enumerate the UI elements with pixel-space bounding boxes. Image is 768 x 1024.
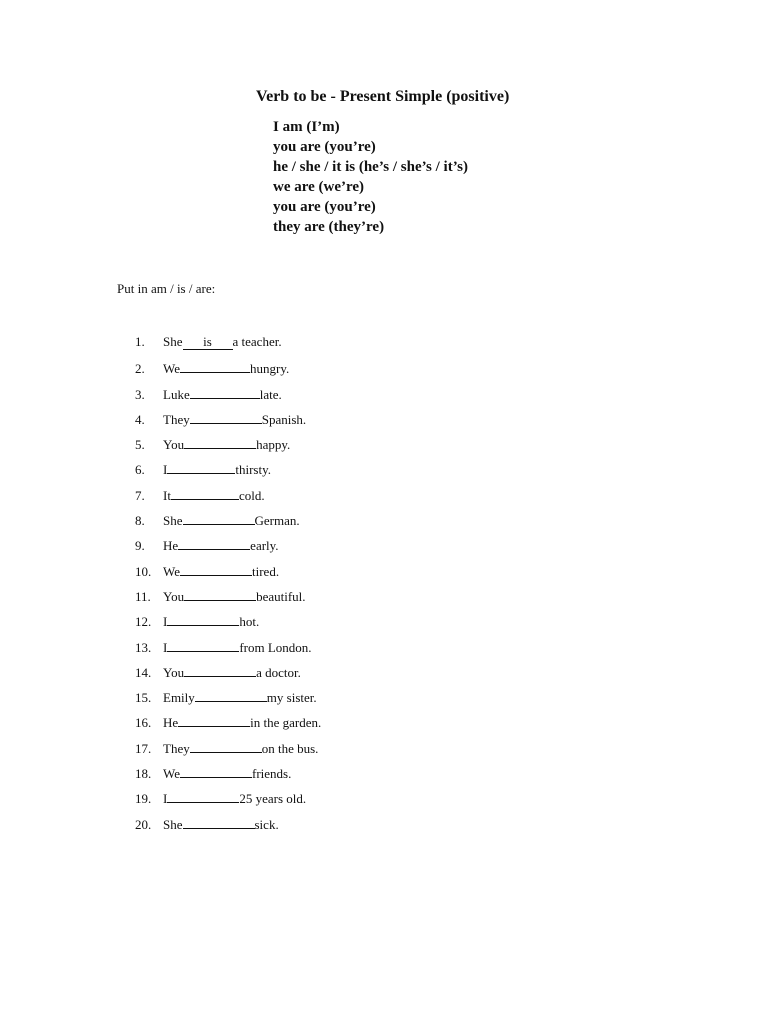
item-rest: late.	[259, 386, 282, 402]
exercise-item	[135, 662, 321, 687]
item-rest: hungry.	[250, 361, 290, 377]
verb-form: I am (I’m)	[273, 119, 340, 135]
answer-blank[interactable]	[190, 384, 260, 399]
exercise-item	[135, 712, 321, 737]
verb-form: they are (they’re)	[273, 219, 385, 235]
item-number: 13.	[135, 639, 152, 655]
answer-blank[interactable]	[167, 611, 239, 626]
answer-blank[interactable]	[190, 738, 262, 753]
item-number: 18.	[135, 766, 152, 782]
item-number: 1.	[135, 334, 145, 349]
answer-blank[interactable]	[167, 637, 239, 652]
item-number: 11.	[135, 588, 151, 604]
answer-blank[interactable]	[178, 535, 250, 550]
item-subject: I	[163, 614, 168, 630]
item-rest: from London.	[239, 639, 312, 655]
item-subject: We	[163, 563, 180, 579]
exercise-item	[135, 434, 321, 459]
item-rest: in the garden.	[250, 715, 322, 731]
item-subject: I	[163, 639, 168, 655]
exercise-item	[135, 535, 321, 560]
exercise-item	[135, 333, 321, 358]
item-rest: sick.	[254, 816, 279, 832]
exercise-item	[135, 637, 321, 662]
item-rest: cold.	[238, 487, 265, 503]
exercise-instruction: Put in am / is / are:	[117, 281, 216, 296]
answer-blank[interactable]	[190, 409, 262, 424]
answer-blank[interactable]	[180, 763, 252, 778]
answer-blank[interactable]	[183, 814, 255, 829]
item-rest: happy.	[256, 437, 291, 453]
exercise-item	[135, 358, 321, 383]
item-subject: Emily	[163, 690, 195, 706]
item-number: 14.	[135, 664, 152, 680]
answer-blank[interactable]	[167, 459, 235, 474]
answer-blank[interactable]	[178, 712, 250, 727]
item-rest: my sister.	[266, 690, 317, 706]
item-rest: friends.	[252, 766, 292, 782]
answer-blank[interactable]	[180, 358, 250, 373]
item-subject: I	[163, 791, 168, 807]
answer-blank[interactable]	[180, 561, 252, 576]
item-rest: early.	[250, 538, 279, 554]
exercise-list	[135, 333, 321, 839]
item-rest: 25 years old.	[239, 791, 307, 807]
verb-form: you are (you’re)	[273, 199, 376, 215]
item-rest: on the bus.	[261, 740, 319, 756]
page-title: Verb to be - Present Simple (positive)	[256, 88, 510, 105]
item-number: 15.	[135, 690, 152, 706]
answer-blank[interactable]	[184, 586, 256, 601]
verb-form: we are (we’re)	[273, 179, 365, 195]
verb-form: you are (you’re)	[273, 139, 376, 155]
item-number: 6.	[135, 462, 145, 478]
exercise-item	[135, 611, 321, 636]
item-subject: We	[163, 766, 180, 782]
item-subject: She	[163, 334, 183, 349]
item-subject: You	[163, 437, 185, 453]
item-subject: They	[163, 411, 190, 427]
answer-blank[interactable]	[167, 788, 239, 803]
item-subject: I	[163, 462, 168, 478]
answer-blank[interactable]	[183, 510, 255, 525]
item-rest: tired.	[252, 563, 280, 579]
answer-blank[interactable]	[195, 687, 267, 702]
item-number: 16.	[135, 715, 152, 731]
answer-blank[interactable]	[184, 434, 256, 449]
item-subject: She	[163, 513, 183, 529]
answer-blank[interactable]	[184, 662, 256, 677]
item-rest: hot.	[239, 614, 260, 630]
item-subject: They	[163, 740, 190, 756]
item-subject: You	[163, 588, 185, 604]
item-number: 10.	[135, 563, 152, 579]
exercise-item	[135, 738, 321, 763]
item-number: 17.	[135, 740, 152, 756]
item-subject: He	[163, 538, 179, 554]
item-number: 4.	[135, 411, 145, 427]
item-rest: a teacher.	[232, 334, 282, 349]
item-subject: You	[163, 664, 185, 680]
exercise-item	[135, 561, 321, 586]
exercise-item	[135, 687, 321, 712]
item-rest: German.	[254, 513, 300, 529]
exercise-item	[135, 510, 321, 535]
item-number: 12.	[135, 614, 152, 630]
verb-forms-list	[273, 117, 468, 237]
item-subject: He	[163, 715, 179, 731]
item-number: 19.	[135, 791, 152, 807]
exercise-item	[135, 814, 321, 839]
verb-form: he / she / it is (he’s / she’s / it’s)	[273, 159, 468, 175]
item-number: 2.	[135, 361, 145, 377]
item-number: 8.	[135, 513, 145, 529]
exercise-item	[135, 409, 321, 434]
answer-blank[interactable]	[171, 485, 239, 500]
item-subject: She	[163, 816, 183, 832]
item-rest: thirsty.	[235, 462, 271, 478]
item-subject: We	[163, 361, 180, 377]
item-subject: Luke	[163, 386, 190, 402]
exercise-item	[135, 788, 321, 813]
item-subject: It	[163, 487, 171, 503]
item-number: 5.	[135, 437, 145, 453]
answer-blank[interactable]: is	[183, 335, 233, 350]
item-number: 7.	[135, 487, 145, 503]
item-rest: a doctor.	[256, 664, 301, 680]
exercise-item	[135, 763, 321, 788]
exercise-item	[135, 485, 321, 510]
item-rest: beautiful.	[256, 588, 306, 604]
item-rest: Spanish.	[261, 411, 307, 427]
item-number: 3.	[135, 386, 145, 402]
item-number: 20.	[135, 816, 152, 832]
exercise-item	[135, 586, 321, 611]
exercise-item	[135, 459, 321, 484]
item-number: 9.	[135, 538, 145, 554]
exercise-item	[135, 384, 321, 409]
